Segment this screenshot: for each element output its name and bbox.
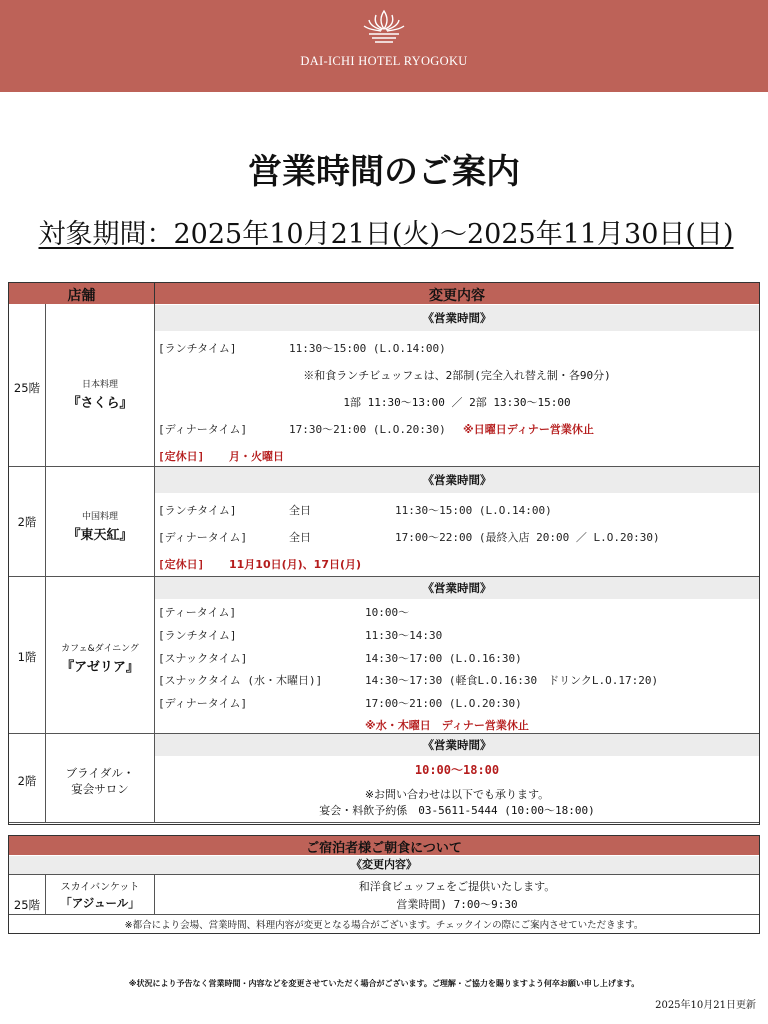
floor-label: 25階 (13, 381, 41, 395)
breakfast-description: 和洋食ビュッフェをご提供いたします。 (358, 880, 556, 893)
shop-name-bridal: ブライダル・ 宴会サロン (65, 766, 135, 796)
floor-label: 2階 (17, 515, 37, 529)
closed-days: 月・火曜日 (229, 450, 284, 463)
breakfast-hours: 営業時間) 7:00～9:30 (396, 898, 518, 911)
lunch-time: 11:30～14:30 (365, 629, 443, 642)
shop-name-sakura: 日本料理 『さくら』 (67, 380, 133, 411)
lotus-logo-icon (359, 7, 409, 47)
floor-label: 25階 (13, 898, 41, 912)
dinner-label: [ディナータイム] (158, 423, 248, 436)
dinner-time: 17:30～21:00 (L.O.20:30) (289, 423, 446, 436)
updated-date: 2025年10月21日更新 (655, 1000, 756, 1011)
lunch-time: 11:30～15:00 (L.O.14:00) (395, 504, 552, 517)
tea-label: [ティータイム] (158, 606, 237, 619)
closed-label: [定休日] (158, 450, 205, 463)
tea-time: 10:00～ (365, 606, 410, 619)
closed-label: [定休日] (158, 558, 205, 571)
snack-label: [スナックタイム] (158, 652, 248, 665)
floor-label: 2階 (17, 774, 37, 788)
hours-heading: 《営業時間》 (155, 305, 759, 331)
shop-name-azalea: カフェ&ダイニング 『アゼリア』 (61, 644, 139, 675)
breakfast-subheading: 《変更内容》 (9, 856, 759, 874)
bridal-hours: 10:00～18:00 (414, 763, 500, 777)
inquiry-note: ※お問い合わせは以下でも承ります。 (364, 788, 550, 801)
breakfast-title: ご宿泊者様ご朝食について (306, 841, 462, 856)
buffet-sessions: 1部 11:30～13:00 ／ 2部 13:30～15:00 (343, 396, 571, 409)
snack-time: 14:30～17:00 (L.O.16:30) (365, 652, 522, 665)
floor-label: 1階 (17, 650, 37, 664)
lunch-label: [ランチタイム] (158, 342, 237, 355)
dinner-time: 17:00～21:00 (L.O.20:30) (365, 697, 522, 710)
hours-heading: 《営業時間》 (155, 734, 759, 756)
snack-wed-thu-label: [スナックタイム (水・木曜日)] (158, 674, 323, 687)
header-banner (0, 0, 768, 92)
closed-days: 11月10日(月)、17日(月) (229, 558, 362, 571)
changes-column-header: 変更内容 (429, 288, 485, 304)
snack-wed-thu-time: 14:30～17:30 (軽食L.O.16:30 ドリンクL.O.17:20) (365, 674, 659, 687)
dinner-day: 全日 (289, 531, 311, 544)
wed-thu-alert: ※水・木曜日 ディナー営業休止 (365, 719, 529, 732)
lunch-day: 全日 (289, 504, 311, 517)
lunch-label: [ランチタイム] (158, 504, 237, 517)
shop-name-azur: スカイバンケット 「アジュール」 (60, 882, 140, 910)
footer-note: ※状況により予告なく営業時間・内容などを変更させていただく場合がございます。ご理解・ご協力を賜りますよう何卒お願い申し上げます。 (128, 979, 640, 988)
sunday-alert: ※日曜日ディナー営業休止 (463, 423, 594, 436)
dinner-time: 17:00～22:00 (最終入店 20:00 ／ L.O.20:30) (395, 531, 660, 544)
reservation-contact: 宴会・料飲予約係 03-5611-5444 (10:00～18:00) (319, 804, 595, 817)
target-period: 対象期間：2025年10月21日(火)～2025年11月30日(日) (38, 219, 734, 250)
hours-heading: 《営業時間》 (155, 467, 759, 493)
lunch-time: 11:30～15:00 (L.O.14:00) (289, 342, 446, 355)
lunch-label: [ランチタイム] (158, 629, 237, 642)
dinner-label: [ディナータイム] (158, 697, 248, 710)
buffet-note: ※和食ランチビュッフェは、2部制(完全入れ替え制・各90分) (303, 369, 611, 382)
breakfast-note: ※都合により会場、営業時間、料理内容が変更となる場合がございます。チェックインの際にご案内させていただきます。 (124, 920, 644, 931)
store-column-header: 店舗 (67, 288, 96, 304)
dinner-label: [ディナータイム] (158, 531, 248, 544)
page-title: 営業時間のご案内 (248, 152, 520, 192)
hours-heading: 《営業時間》 (155, 577, 759, 599)
shop-name-totenko: 中国料理 『東天紅』 (67, 512, 133, 543)
hotel-name: DAI-ICHI HOTEL RYOGOKU (300, 54, 468, 68)
